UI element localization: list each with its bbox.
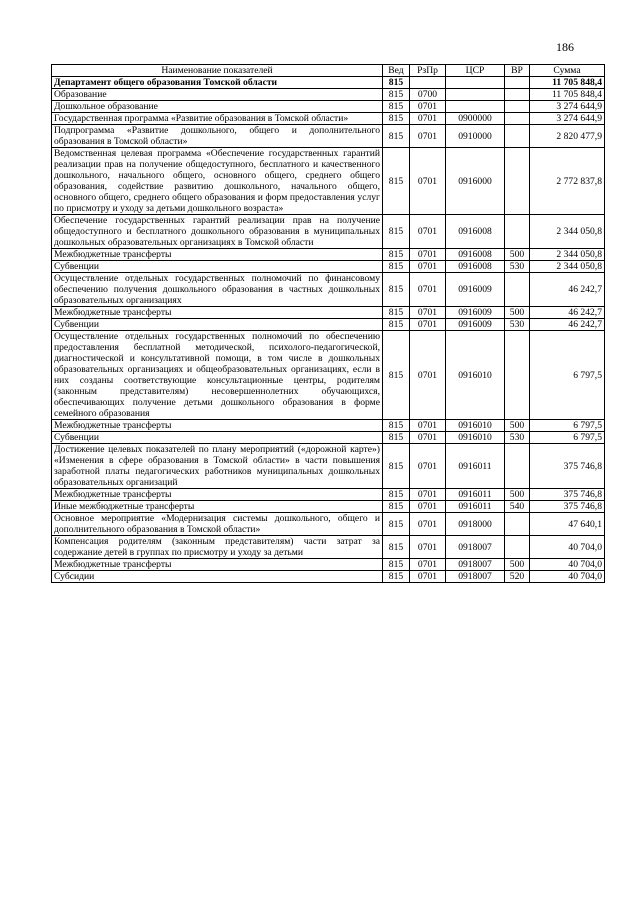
table-row (52, 125, 605, 148)
cell-rzpr: 0701 (410, 273, 446, 307)
cell-ved: 815 (383, 307, 410, 319)
cell-csr: 0916011 (446, 489, 505, 501)
cell-vr (505, 89, 530, 101)
cell-ved: 815 (383, 559, 410, 571)
cell-vr: 530 (505, 261, 530, 273)
cell-name: Подпрограмма «Развитие дошкольного, общего и дополнительного образования в Томской области» (52, 125, 383, 148)
cell-sum: 375 746,8 (530, 489, 605, 501)
cell-name: Межбюджетные трансферты (52, 489, 383, 501)
cell-name: Основное мероприятие «Модернизация системы дошкольного, общего и дополнительного образования в Томской области» (52, 513, 383, 536)
cell-ved: 815 (383, 513, 410, 536)
cell-name: Иные межбюджетные трансферты (52, 501, 383, 513)
cell-vr (505, 113, 530, 125)
cell-name: Субвенции (52, 432, 383, 444)
table-header-row (52, 65, 605, 77)
cell-rzpr: 0701 (410, 420, 446, 432)
cell-sum: 40 704,0 (530, 536, 605, 559)
cell-sum: 46 242,7 (530, 319, 605, 331)
cell-csr: 0916009 (446, 307, 505, 319)
cell-ved: 815 (383, 331, 410, 420)
cell-name: Обеспечение государственных гарантий реализации прав на получение общедоступного и бесплатного дошкольного образования в муниципальных дошкольных образовательных организациях в Томской области (52, 215, 383, 249)
header-name: Наименование показателей (52, 65, 383, 77)
cell-rzpr: 0701 (410, 261, 446, 273)
cell-name: Компенсация родителям (законным представителям) части затрат за содержание детей в группах по присмотру и уходу за детьми (52, 536, 383, 559)
cell-rzpr: 0701 (410, 513, 446, 536)
table-row (52, 215, 605, 249)
cell-vr: 530 (505, 319, 530, 331)
table-row (52, 261, 605, 273)
cell-sum: 2 772 837,8 (530, 148, 605, 215)
table-row (52, 420, 605, 432)
cell-sum: 40 704,0 (530, 571, 605, 583)
cell-sum: 375 746,8 (530, 501, 605, 513)
cell-vr: 530 (505, 432, 530, 444)
table-row (52, 89, 605, 101)
cell-vr (505, 101, 530, 113)
cell-csr (446, 89, 505, 101)
cell-vr (505, 444, 530, 489)
cell-vr: 520 (505, 571, 530, 583)
cell-rzpr: 0701 (410, 571, 446, 583)
cell-ved: 815 (383, 489, 410, 501)
cell-csr: 0916008 (446, 215, 505, 249)
cell-sum: 46 242,7 (530, 307, 605, 319)
cell-rzpr: 0701 (410, 559, 446, 571)
cell-name: Субсидии (52, 571, 383, 583)
cell-name: Достижение целевых показателей по плану мероприятий («дорожной карте») «Изменения в сфере образования в Томской области» в части повышения заработной платы педагогических работников муниципальных дошкольных образовательных организаций (52, 444, 383, 489)
cell-sum: 6 797,5 (530, 420, 605, 432)
cell-ved: 815 (383, 148, 410, 215)
cell-ved: 815 (383, 319, 410, 331)
cell-csr: 0916000 (446, 148, 505, 215)
table-row (52, 273, 605, 307)
cell-name: Субвенции (52, 261, 383, 273)
cell-name: Осуществление отдельных государственных полномочий по обеспечению предоставления бесплатной методической, психолого-педагогической, диагностической и консультативной помощи, в том числе в дошкольных образовательных организациях и общеобразовательных организациях, если в них созданы соответствующие консультационные центры, родителям (законным представителям) несовершеннолетних обучающихся, обеспечивающих получение детьми дошкольного образования в форме семейного образования (52, 331, 383, 420)
cell-ved: 815 (383, 273, 410, 307)
cell-csr: 0916011 (446, 444, 505, 489)
cell-csr: 0916008 (446, 261, 505, 273)
cell-ved: 815 (383, 571, 410, 583)
cell-name: Образование (52, 89, 383, 101)
cell-sum: 40 704,0 (530, 559, 605, 571)
cell-name: Ведомственная целевая программа «Обеспечение государственных гарантий реализации прав на получение общедоступного, бесплатного и качественного дошкольного, начального общего, основного общего, среднего общего образования, содействие развитию дошкольного, начального общего, основного общего, среднего общего образования и форм предоставления услуг по присмотру и уходу за детьми дошкольного возраста» (52, 148, 383, 215)
cell-rzpr: 0701 (410, 432, 446, 444)
cell-sum: 2 820 477,9 (530, 125, 605, 148)
table-row (52, 307, 605, 319)
cell-ved: 815 (383, 432, 410, 444)
cell-name: Государственная программа «Развитие образования в Томской области» (52, 113, 383, 125)
cell-csr (446, 101, 505, 113)
cell-vr (505, 215, 530, 249)
cell-ved: 815 (383, 261, 410, 273)
cell-rzpr: 0700 (410, 89, 446, 101)
table-row (52, 113, 605, 125)
table-row (52, 331, 605, 420)
cell-name: Межбюджетные трансферты (52, 420, 383, 432)
cell-sum: 2 344 050,8 (530, 215, 605, 249)
cell-rzpr (410, 77, 446, 89)
cell-sum: 2 344 050,8 (530, 249, 605, 261)
cell-vr: 500 (505, 307, 530, 319)
header-csr: ЦСР (446, 65, 505, 77)
header-ved: Вед (383, 65, 410, 77)
cell-ved: 815 (383, 444, 410, 489)
cell-rzpr: 0701 (410, 536, 446, 559)
cell-csr: 0916009 (446, 273, 505, 307)
cell-name: Межбюджетные трансферты (52, 307, 383, 319)
cell-rzpr: 0701 (410, 444, 446, 489)
table-row (52, 101, 605, 113)
cell-rzpr: 0701 (410, 319, 446, 331)
cell-name: Осуществление отдельных государственных полномочий по финансовому обеспечению получения дошкольного образования в частных дошкольных образовательных организациях (52, 273, 383, 307)
cell-ved: 815 (383, 249, 410, 261)
table-row (52, 513, 605, 536)
cell-vr (505, 148, 530, 215)
cell-sum: 11 705 848,4 (530, 77, 605, 89)
cell-sum: 375 746,8 (530, 444, 605, 489)
cell-csr: 0916011 (446, 501, 505, 513)
cell-csr (446, 77, 505, 89)
cell-ved: 815 (383, 89, 410, 101)
budget-table (51, 64, 605, 583)
cell-vr (505, 77, 530, 89)
cell-sum: 3 274 644,9 (530, 101, 605, 113)
table-row (52, 559, 605, 571)
cell-vr (505, 331, 530, 420)
cell-sum: 47 640,1 (530, 513, 605, 536)
cell-vr: 540 (505, 501, 530, 513)
cell-rzpr: 0701 (410, 125, 446, 148)
cell-ved: 815 (383, 501, 410, 513)
cell-ved: 815 (383, 113, 410, 125)
header-vr: ВР (505, 65, 530, 77)
cell-csr: 0900000 (446, 113, 505, 125)
table-row (52, 489, 605, 501)
cell-csr: 0918007 (446, 559, 505, 571)
cell-name: Субвенции (52, 319, 383, 331)
cell-rzpr: 0701 (410, 501, 446, 513)
cell-sum: 11 705 848,4 (530, 89, 605, 101)
cell-vr: 500 (505, 489, 530, 501)
cell-csr: 0918007 (446, 536, 505, 559)
cell-vr (505, 513, 530, 536)
cell-csr: 0916010 (446, 331, 505, 420)
cell-sum: 3 274 644,9 (530, 113, 605, 125)
cell-rzpr: 0701 (410, 331, 446, 420)
table-row (52, 432, 605, 444)
cell-ved: 815 (383, 536, 410, 559)
cell-rzpr: 0701 (410, 113, 446, 125)
cell-ved: 815 (383, 77, 410, 89)
table-row (52, 148, 605, 215)
table-row (52, 536, 605, 559)
header-sum: Сумма (530, 65, 605, 77)
cell-rzpr: 0701 (410, 101, 446, 113)
page-number: 186 (556, 40, 574, 54)
cell-vr (505, 273, 530, 307)
table-row (52, 77, 605, 89)
cell-ved: 815 (383, 101, 410, 113)
cell-vr: 500 (505, 420, 530, 432)
cell-vr: 500 (505, 559, 530, 571)
table-row (52, 444, 605, 489)
cell-name: Межбюджетные трансферты (52, 559, 383, 571)
table-row (52, 249, 605, 261)
cell-csr: 0918000 (446, 513, 505, 536)
cell-sum: 6 797,5 (530, 331, 605, 420)
cell-vr (505, 536, 530, 559)
cell-ved: 815 (383, 125, 410, 148)
cell-rzpr: 0701 (410, 215, 446, 249)
cell-name: Дошкольное образование (52, 101, 383, 113)
cell-rzpr: 0701 (410, 489, 446, 501)
cell-sum: 6 797,5 (530, 432, 605, 444)
cell-rzpr: 0701 (410, 249, 446, 261)
table-row (52, 319, 605, 331)
cell-csr: 0916009 (446, 319, 505, 331)
cell-ved: 815 (383, 420, 410, 432)
cell-name: Департамент общего образования Томской области (52, 77, 383, 89)
cell-csr: 0916010 (446, 432, 505, 444)
cell-sum: 46 242,7 (530, 273, 605, 307)
table-row (52, 571, 605, 583)
cell-rzpr: 0701 (410, 148, 446, 215)
cell-name: Межбюджетные трансферты (52, 249, 383, 261)
table-row (52, 501, 605, 513)
cell-csr: 0910000 (446, 125, 505, 148)
header-rzpr: РзПр (410, 65, 446, 77)
cell-csr: 0918007 (446, 571, 505, 583)
cell-sum: 2 344 050,8 (530, 261, 605, 273)
cell-vr (505, 125, 530, 148)
cell-csr: 0916010 (446, 420, 505, 432)
cell-vr: 500 (505, 249, 530, 261)
cell-rzpr: 0701 (410, 307, 446, 319)
cell-ved: 815 (383, 215, 410, 249)
cell-csr: 0916008 (446, 249, 505, 261)
table-body (52, 77, 605, 583)
